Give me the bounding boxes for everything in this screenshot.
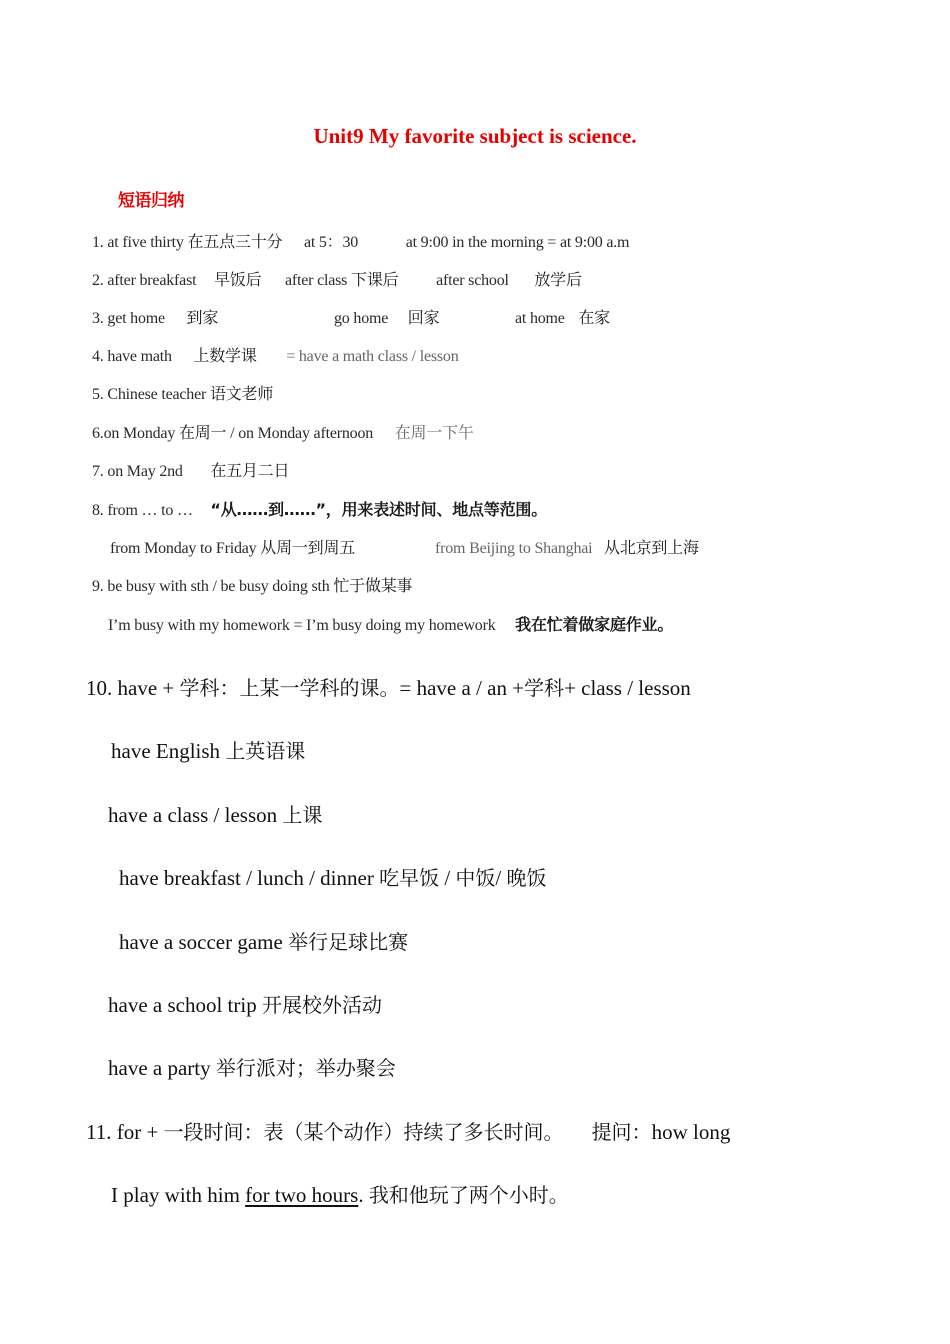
line-10c-zh3: 晚饭: [506, 866, 547, 890]
line-10-zh1: 学科：上某一学科的课。: [179, 676, 400, 700]
phrase-line-9-example: [108, 612, 673, 635]
phrase-5-zh: 语文老师: [209, 384, 274, 403]
line-11-en1: 11. for +: [86, 1120, 164, 1144]
phrase-6-zh: 在周一: [178, 423, 227, 442]
phrase-2-b-zh: 下课后: [351, 270, 399, 289]
phrase-7-zh: 在五月二日: [210, 461, 290, 480]
line-10a-zh: 上英语课: [225, 739, 306, 763]
phrase-5-en: 5. Chinese teacher: [92, 386, 207, 403]
phrase-8b-b-en: from Beijing to Shanghai: [435, 540, 593, 557]
phrase-line-7: [92, 458, 289, 481]
phrase-3-b-en: go home: [334, 310, 389, 327]
line-10e-zh: 开展校外活动: [261, 993, 382, 1017]
line-11-example: [111, 1179, 569, 1208]
line-10c-zh1: 吃早饭: [379, 866, 440, 890]
phrase-2-b-en: after class: [285, 272, 348, 289]
line-10f-zh: 举行派对；举办聚会: [215, 1056, 396, 1080]
phrase-line-5: [92, 381, 273, 404]
phrase-line-6: [92, 420, 474, 443]
line-10e-en: have a school trip: [108, 993, 262, 1017]
line-11: [86, 1116, 730, 1145]
line-10b-zh: 上课: [282, 803, 323, 827]
line-10-zh2: 学科: [524, 676, 565, 700]
phrase-1-alt: at 5：30: [303, 234, 359, 251]
phrase-6-en: 6.on Monday: [92, 425, 176, 442]
phrase-8-zh: “从……到……”，用来表述时间、地点等范围。: [210, 500, 548, 519]
line-10-example-soccer: [119, 926, 408, 955]
phrase-3-c-zh: 在家: [578, 308, 610, 327]
phrase-2-en: 2. after breakfast: [92, 272, 197, 289]
phrase-1-zh: 在五点三十分: [187, 232, 283, 251]
phrase-line-9: [92, 573, 412, 596]
line-10-en2: = have a / an +: [399, 676, 525, 700]
phrase-line-3-c: [515, 305, 610, 328]
phrase-line-8: [92, 497, 547, 520]
line-10d-zh: 举行足球比赛: [288, 930, 409, 954]
phrase-3-c-en: at home: [515, 310, 565, 327]
phrase-3-zh: 到家: [186, 308, 219, 327]
phrase-line-1: [92, 229, 629, 252]
phrase-line-4: [92, 343, 459, 366]
phrase-2-c-zh: 放学后: [534, 270, 582, 289]
line-10-en1: 10. have +: [86, 676, 180, 700]
line-10d-en: have a soccer game: [119, 930, 289, 954]
line-11-en2: how long: [651, 1120, 731, 1144]
phrase-7-en: 7. on May 2nd: [92, 463, 183, 480]
phrase-3-en: 3. get home: [92, 310, 165, 327]
line-10: [86, 672, 691, 701]
line-10c-en: have breakfast / lunch / dinner: [119, 866, 380, 890]
phrase-line-3-b: [334, 305, 439, 328]
phrase-2-zh: 早饭后: [213, 270, 262, 289]
phrase-8b-en: from Monday to Friday: [110, 540, 257, 557]
line-10c-en3: /: [495, 866, 507, 890]
line-10-example-meals: [119, 862, 547, 891]
phrase-4-equiv: = have a math class / lesson: [286, 348, 459, 365]
line-11-zh1: 一段时间：表（某个动作）持续了多长时间。: [163, 1120, 564, 1144]
phrase-3-b-zh: 回家: [407, 308, 440, 327]
line-10c-en2: /: [439, 866, 456, 890]
phrase-summary-heading: 短语归纳: [118, 191, 184, 211]
line-10-example-trip: [108, 989, 382, 1018]
line-11a-en2: .: [358, 1183, 369, 1207]
phrase-9b-zh: 我在忙着做家庭作业。: [515, 615, 674, 634]
line-10-example-party: [108, 1052, 396, 1081]
phrase-line-8-example-b: [435, 535, 699, 558]
line-10-example-english: [111, 735, 305, 764]
line-10f-en: have a party: [108, 1056, 216, 1080]
phrase-1-en: 1. at five thirty: [92, 234, 184, 251]
phrase-line-3: [92, 305, 218, 328]
phrase-8b-b-zh: 从北京到上海: [604, 538, 699, 557]
phrase-4-en: 4. have math: [92, 348, 172, 365]
phrase-6-b-en: / on Monday afternoon: [230, 425, 374, 442]
line-10-en3: + class / lesson: [564, 676, 691, 700]
phrase-8-en: 8. from … to …: [92, 502, 193, 519]
line-10c-zh2: 中饭: [455, 866, 496, 890]
phrase-4-zh: 上数学课: [193, 346, 257, 365]
phrase-2-c-en: after school: [436, 272, 509, 289]
phrase-9-zh: 忙于做某事: [333, 576, 413, 595]
line-10b-en: have a class / lesson: [108, 803, 283, 827]
phrase-8b-zh: 从周一到周五: [260, 538, 356, 557]
phrase-line-2: [92, 267, 582, 290]
phrase-1-morning: at 9:00 in the morning = at 9:00 a.m: [405, 234, 630, 251]
line-11-zh2: 提问：: [591, 1120, 652, 1144]
page-title: Unit9 My favorite subject is science.: [313, 124, 637, 148]
phrase-6-b-zh: 在周一下午: [394, 423, 474, 442]
phrase-line-8-example: [110, 535, 355, 558]
line-11a-en1: I play with him: [111, 1183, 246, 1207]
line-11a-underlined: for two hours: [245, 1183, 359, 1207]
phrase-9b-en: I’m busy with my homework = I’m busy doing my homework: [108, 617, 496, 634]
phrase-9-en: 9. be busy with sth / be busy doing sth: [92, 578, 330, 595]
line-10a-en: have English: [111, 739, 226, 763]
line-11a-zh: 我和他玩了两个小时。: [368, 1183, 569, 1207]
line-10-example-class: [108, 799, 322, 828]
